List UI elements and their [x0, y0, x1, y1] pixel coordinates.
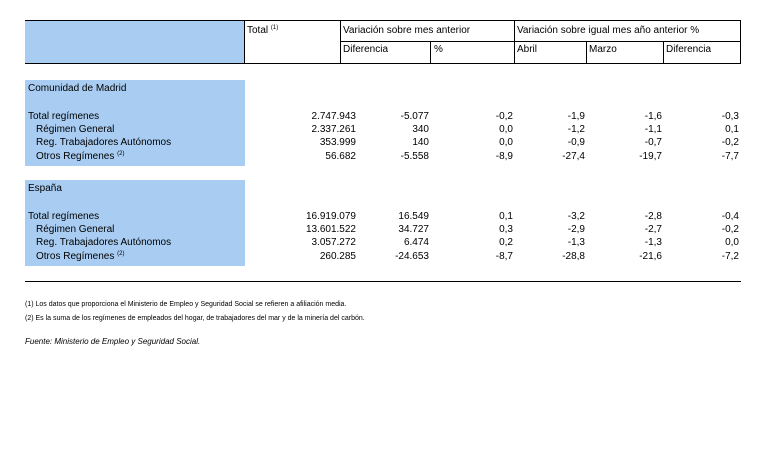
- cell-marzo: -2,7: [644, 224, 662, 235]
- cell-abril: -27,4: [562, 151, 585, 162]
- cell-total: 353.999: [319, 137, 356, 148]
- cell-abril: -2,9: [567, 224, 585, 235]
- table-bottom-border: [25, 281, 741, 282]
- cell-abril: -3,2: [567, 211, 585, 222]
- cell-marzo: -1,1: [644, 124, 662, 135]
- cell-diferencia-anio: -0,3: [721, 111, 739, 122]
- header-vline-right: [740, 20, 741, 64]
- cell-abril: -1,2: [567, 124, 585, 135]
- cell-diferencia-anio: -0,2: [721, 137, 739, 148]
- cell-pct: 0,1: [499, 211, 513, 222]
- cell-diferencia: -24.653: [395, 251, 429, 262]
- cell-pct: -8,9: [495, 151, 513, 162]
- cell-diferencia: 16.549: [398, 211, 429, 222]
- header-pct: %: [434, 44, 443, 55]
- cell-diferencia: 340: [412, 124, 429, 135]
- header-group-divider: [340, 41, 741, 42]
- cell-marzo: -1,3: [644, 237, 662, 248]
- cell-diferencia-anio: 0,0: [725, 237, 739, 248]
- cell-marzo: -1,6: [644, 111, 662, 122]
- header-group-variacion-anio: Variación sobre igual mes año anterior %: [517, 25, 700, 36]
- row-label: Total regímenes: [28, 211, 100, 222]
- cell-abril: -28,8: [562, 251, 585, 262]
- footnote-2: (2) Es la suma de los regímenes de empleados del hogar, de trabajadores del mar y de la minería del carbón.: [25, 315, 365, 322]
- cell-pct: -0,2: [495, 111, 513, 122]
- row-label: Régimen General: [36, 124, 115, 135]
- cell-marzo: -2,8: [644, 211, 662, 222]
- header-vline-group1-left: [340, 20, 341, 64]
- header-group-variacion-mes: Variación sobre mes anterior: [343, 25, 471, 36]
- cell-total: 260.285: [319, 251, 356, 262]
- cell-diferencia-anio: -0,2: [721, 224, 739, 235]
- cell-pct: -8,7: [495, 251, 513, 262]
- cell-diferencia: 6.474: [403, 237, 429, 248]
- cell-total: 2.337.261: [311, 124, 356, 135]
- footnote-1: (1) Los datos que proporciona el Ministerio de Empleo y Seguridad Social se refieren a afiliación media.: [25, 301, 347, 308]
- cell-diferencia: -5.077: [400, 111, 429, 122]
- cell-diferencia-anio: -7,2: [721, 251, 739, 262]
- row-label: Reg. Trabajadores Autónomos: [36, 137, 172, 148]
- header-blue-band: [25, 21, 244, 63]
- header-vline-marzo-left: [586, 41, 587, 64]
- cell-diferencia-anio: -7,7: [721, 151, 739, 162]
- cell-total: 56.682: [325, 151, 356, 162]
- header-vline-pct-left: [430, 41, 431, 64]
- cell-diferencia: 34.727: [398, 224, 429, 235]
- cell-abril: -0,9: [567, 137, 585, 148]
- cell-diferencia: -5.558: [400, 151, 429, 162]
- header-vline-group2-left: [514, 20, 515, 64]
- cell-marzo: -19,7: [639, 151, 662, 162]
- cell-marzo: -0,7: [644, 137, 662, 148]
- cell-total: 2.747.943: [311, 111, 356, 122]
- cell-total: 16.919.079: [305, 211, 356, 222]
- section-title: España: [28, 183, 62, 194]
- section-title: Comunidad de Madrid: [28, 83, 127, 94]
- header-bottom-border: [25, 63, 741, 64]
- header-marzo: Marzo: [589, 44, 617, 55]
- cell-abril: -1,9: [567, 111, 585, 122]
- source-note: Fuente: Ministerio de Empleo y Seguridad Social.: [25, 337, 201, 346]
- header-total: Total $^{(1)}$: [247, 25, 279, 36]
- header-vline-total-left: [244, 20, 245, 64]
- cell-diferencia-anio: 0,1: [725, 124, 739, 135]
- cell-pct: 0,2: [499, 237, 513, 248]
- cell-pct: 0,0: [499, 137, 513, 148]
- row-label: Régimen General: [36, 224, 115, 235]
- header-diferencia-anio: Diferencia: [666, 44, 712, 55]
- header-abril: Abril: [517, 44, 538, 55]
- header-top-border: [25, 20, 741, 21]
- row-label: Otros Regímenes $^{(2)}$: [36, 151, 125, 162]
- row-label: Reg. Trabajadores Autónomos: [36, 237, 172, 248]
- row-label: Otros Regímenes $^{(2)}$: [36, 251, 125, 262]
- header-vline-dif2-left: [663, 41, 664, 64]
- row-label: Total regímenes: [28, 111, 100, 122]
- cell-pct: 0,3: [499, 224, 513, 235]
- row-label-sup: (2): [117, 151, 125, 157]
- cell-pct: 0,0: [499, 124, 513, 135]
- cell-marzo: -21,6: [639, 251, 662, 262]
- header-diferencia: Diferencia: [343, 44, 389, 55]
- cell-total: 3.057.272: [311, 237, 356, 248]
- cell-total: 13.601.522: [305, 224, 356, 235]
- row-label-sup: (2): [117, 251, 125, 257]
- cell-diferencia: 140: [412, 137, 429, 148]
- cell-abril: -1,3: [567, 237, 585, 248]
- cell-diferencia-anio: -0,4: [721, 211, 739, 222]
